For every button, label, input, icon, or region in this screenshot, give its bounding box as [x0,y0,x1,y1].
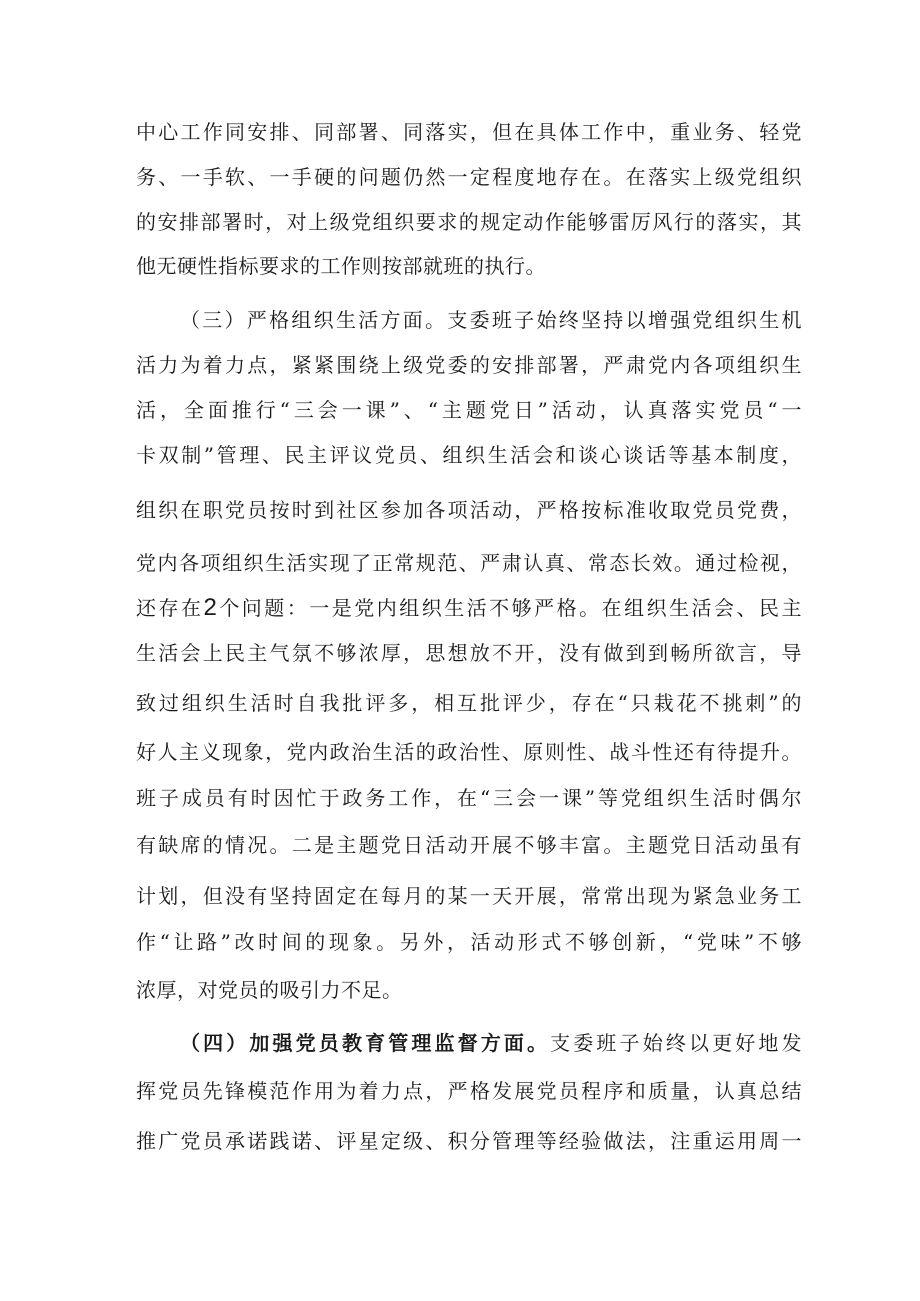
text-run: 支委班子始终以更好地发 [550,1031,803,1055]
text-line [136,588,802,628]
text-line: 班子成员有时因忙于政务工作，在“三会一课”等党组织生活时偶尔 [136,786,802,810]
text-run: 还存在 [136,596,204,620]
text-line: 有缺席的情况。二是主题党日活动开展不够丰富。主题党日活动虽有 [136,833,802,857]
text-line: 党内各项组织生活实现了正常规范、严肃认真、常态长效。通过检视， [136,551,802,575]
text-run: 个问题：一是党内组织生活不够严格。在组织生活会、民主 [217,596,803,620]
text-line: 卡双制”管理、民主评议党员、组织生活会和谈心谈话等基本制度， [136,443,802,467]
paragraph-first-line [180,300,802,340]
text-line: 组织在职党员按时到社区参加各项活动，严格按标准收取党员党费， [136,498,802,522]
text-line: 他无硬性指标要求的工作则按部就班的执行。 [136,254,546,278]
text-line: 好人主义现象，党内政治生活的政治性、原则性、战斗性还有待提升。 [136,740,802,764]
text-line: 务、一手软、一手硬的问题仍然一定程度地存在。在落实上级党组织 [136,165,802,189]
section-heading: （四）加强党员教育管理监督方面。 [180,1031,551,1055]
text-line: 浓厚，对党员的吸引力不足。 [136,978,403,1002]
text-line: 作“让路”改时间的现象。另外，活动形式不够创新，“党味”不够 [136,930,802,954]
text-line: 活力为着力点，紧紧围绕上级党委的安排部署，严肃党内各项组织生 [136,353,802,377]
text-line: 推广党员承诺践诺、评星定级、积分管理等经验做法，注重运用周一 [136,1129,802,1153]
text-line: 的安排部署时，对上级党组织要求的规定动作能够雷厉风行的落实，其 [136,210,802,234]
text-line: 生活会上民主气氛不够浓厚，思想放不开，没有做到到畅所欲言，导 [136,641,802,665]
text-run: 支委班子始终坚持以增强党组织生机 [447,308,803,332]
text-line: 活，全面推行“三会一课”、“主题党日”活动，认真落实党员“一 [136,398,802,422]
text-line: 中心工作同安排、同部署、同落实，但在具体工作中，重业务、轻党 [136,120,802,144]
number-value: 2 [203,594,218,621]
section-heading: （三）严格组织生活方面。 [180,308,448,332]
paragraph-first-line [180,1023,802,1063]
text-line: 计划，但没有坚持固定在每月的某一天开展，常常出现为紧急业务工 [136,884,802,908]
text-line: 致过组织生活时自我批评多，相互批评少，存在“只栽花不挑刺”的 [136,691,802,715]
text-line: 挥党员先锋模范作用为着力点，严格发展党员程序和质量，认真总结 [136,1079,802,1103]
